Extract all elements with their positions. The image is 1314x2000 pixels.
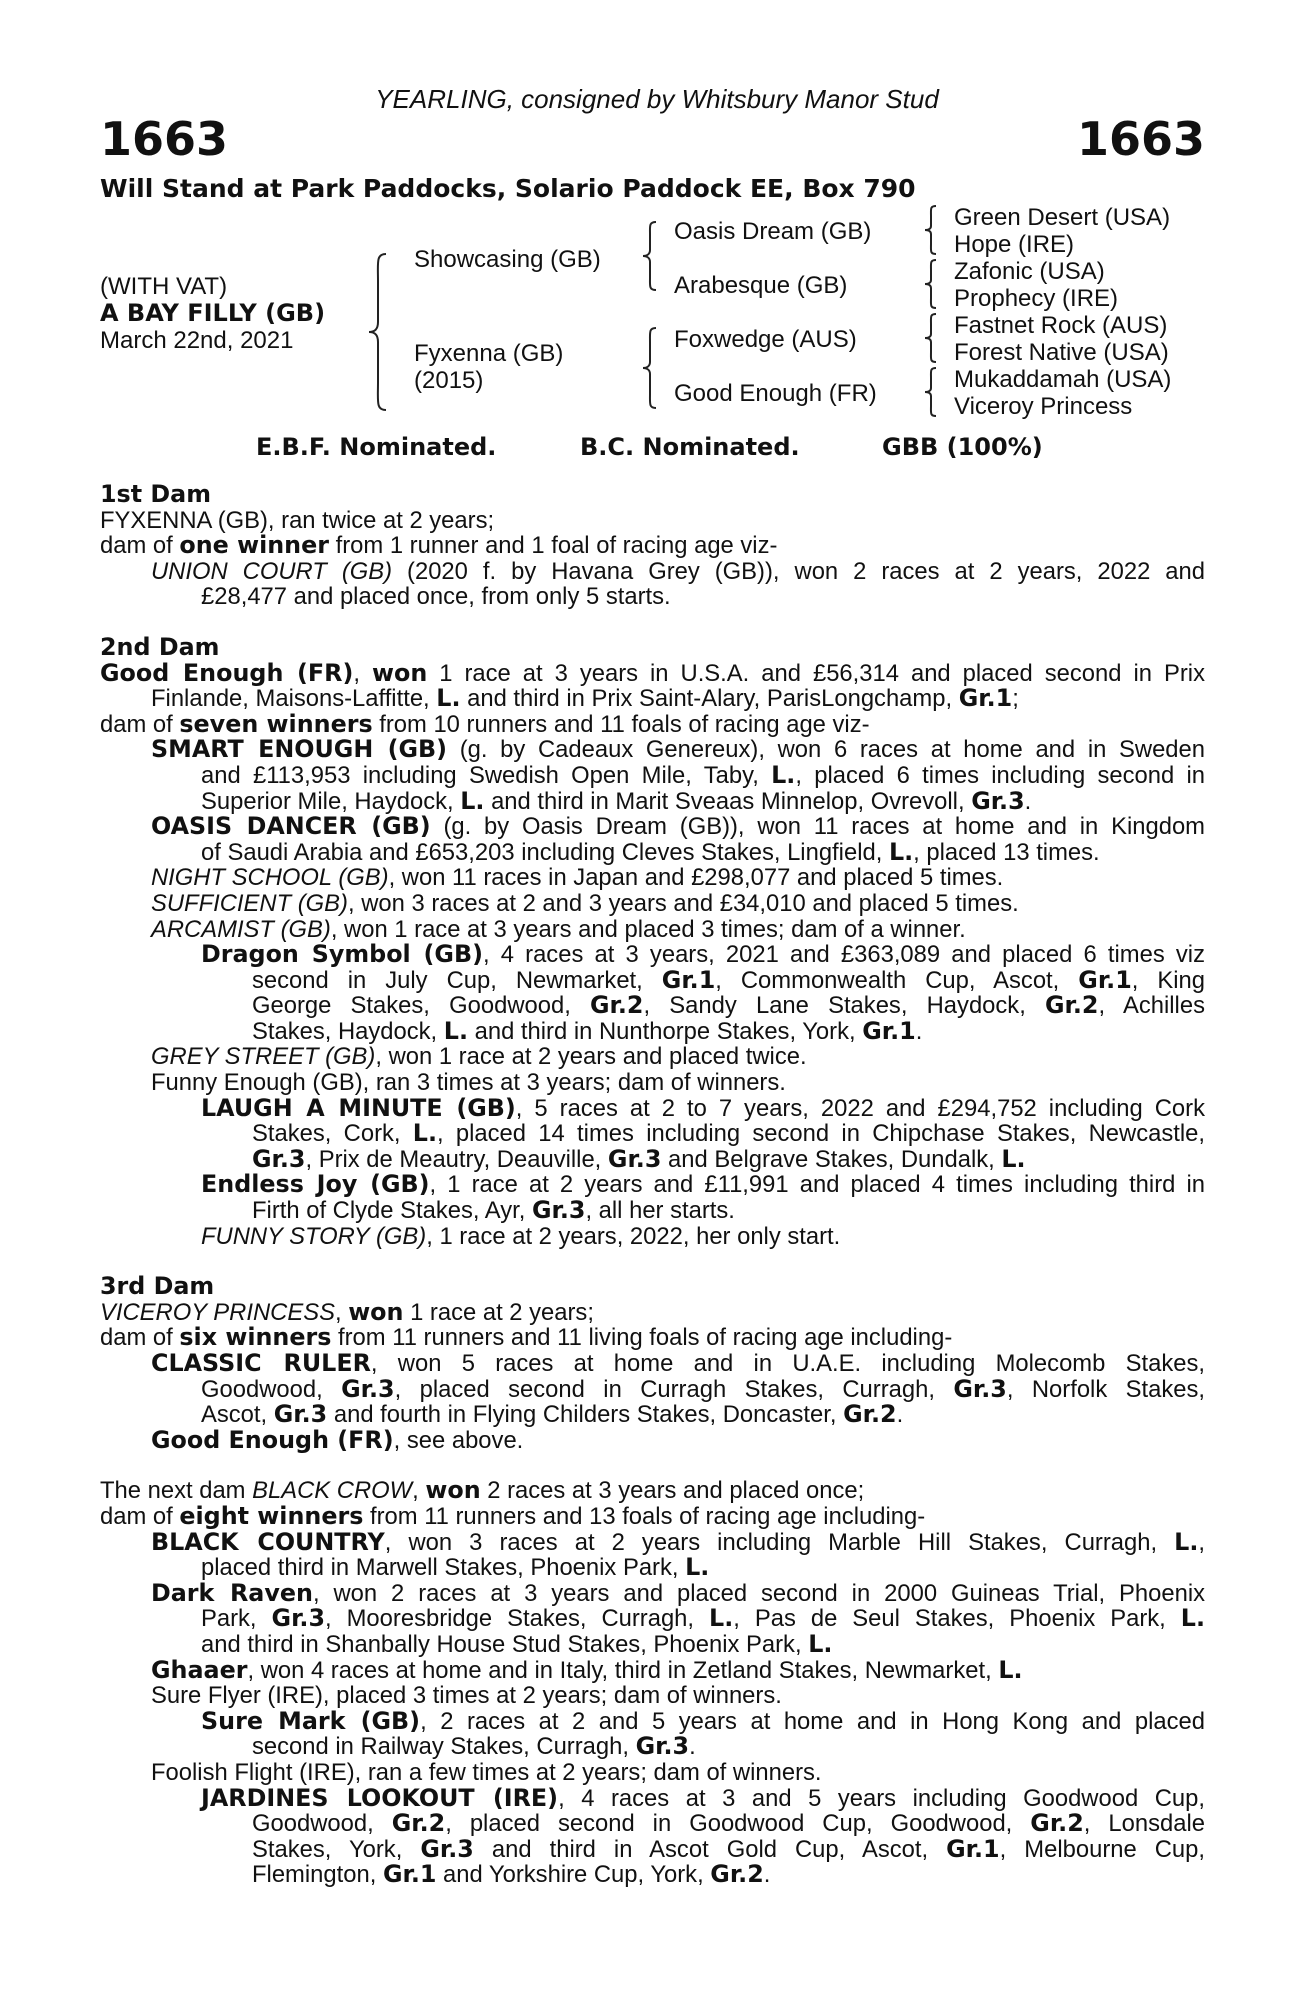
- text: , see above.: [393, 1427, 524, 1454]
- second-dam-line: [100, 763, 1205, 789]
- next-dam-line: [100, 1504, 1205, 1530]
- text-italic: BLACK CROW: [252, 1478, 413, 1504]
- text: second in Railway Stakes, Curragh,: [252, 1734, 636, 1760]
- text: , Lonsdale: [1083, 1811, 1205, 1837]
- text: The next dam: [100, 1478, 253, 1504]
- text-bold: seven winners: [179, 711, 373, 738]
- text-bold: Gr.1: [862, 1018, 916, 1045]
- text-bold: six winners: [179, 1325, 332, 1351]
- third-dam-line: [100, 1300, 1205, 1326]
- text-bold: Good Enough (FR): [100, 660, 354, 687]
- first-dam-line: £28,477 and placed once, from only 5 starts.: [201, 584, 671, 610]
- text-bold: Gr.2: [1045, 993, 1099, 1019]
- pedigree-sire: Showcasing (GB): [414, 246, 601, 273]
- next-dam-line: [100, 1811, 1205, 1837]
- text: , 2 races at 2 and 5 years at home and in Hong Kong and placed: [420, 1708, 1205, 1735]
- text: , won 1 race at 2 years and placed twice.: [375, 1044, 807, 1071]
- text-bold: won: [372, 660, 428, 687]
- first-dam-line: FYXENNA (GB), ran twice at 2 years;: [100, 507, 495, 534]
- third-dam-line: [100, 1351, 1205, 1377]
- next-dam-line: [100, 1530, 1205, 1556]
- second-dam-line: [100, 1044, 1205, 1070]
- text: , Melbourne Cup,: [999, 1836, 1205, 1863]
- third-dam-line: [100, 1428, 1205, 1454]
- text: (2020 f. by Havana Grey (GB)), won 2 races at 2 years, 2022 and: [392, 558, 1205, 585]
- text: , won 3 races at 2 and 3 years and £34,010 and placed 5 times.: [347, 890, 1019, 917]
- text-bold: L.: [771, 762, 796, 789]
- text: and £113,953 including Swedish Open Mile, Taby,: [201, 762, 772, 789]
- text-bold: L.: [412, 1121, 437, 1147]
- pedigree-brace-sire: [640, 220, 660, 292]
- text-italic: FUNNY STORY (GB): [201, 1223, 427, 1250]
- text: , King: [1131, 967, 1205, 994]
- text: Stakes, Cork,: [252, 1121, 413, 1147]
- text: , Commonwealth Cup, Ascot,: [715, 967, 1079, 994]
- second-dam-line: [100, 891, 1205, 917]
- text: .: [763, 1862, 771, 1888]
- third-dam-line: [100, 1377, 1205, 1403]
- third-dam-heading: 3rd Dam: [100, 1274, 215, 1300]
- next-dam-line: [100, 1709, 1205, 1735]
- text-bold: Dark Raven: [151, 1580, 313, 1607]
- next-dam-line: [100, 1683, 1205, 1709]
- second-dam-line: [100, 917, 1205, 943]
- pedigree-brace-main: [366, 252, 390, 412]
- second-dam-line: [100, 840, 1205, 866]
- pedigree-sire-sire: Oasis Dream (GB): [674, 218, 872, 245]
- text: dam of: [100, 1325, 180, 1351]
- text: .: [689, 1734, 696, 1760]
- second-dam-line: [100, 1147, 1205, 1173]
- text: , Pas de Seul Stakes, Phoenix Park,: [733, 1606, 1181, 1632]
- first-dam-heading: 1st Dam: [100, 482, 211, 508]
- next-dam-line: [100, 1786, 1205, 1812]
- text: from 10 runners and 11 foals of racing age viz-: [372, 711, 870, 738]
- second-dam-line: [100, 993, 1205, 1019]
- second-dam-line: [100, 1019, 1205, 1045]
- text: , Norfolk Stakes,: [1006, 1376, 1205, 1403]
- text-bold: L.: [436, 686, 461, 712]
- text: , won 2 races at 3 years and placed second in 2000 Guineas Trial, Phoenix: [312, 1580, 1205, 1607]
- second-dam-line: [100, 1121, 1205, 1147]
- text: Park,: [201, 1606, 272, 1632]
- text-bold: L.: [808, 1631, 833, 1658]
- text: 1 race at 2 years;: [403, 1299, 594, 1326]
- text: 1 race at 3 years in U.S.A. and £56,314 and placed second in Prix: [427, 660, 1205, 687]
- second-dam-line: [100, 789, 1205, 815]
- lot-number-left: 1663: [100, 112, 229, 166]
- text: dam of: [100, 533, 180, 559]
- text: , all her starts.: [585, 1198, 735, 1224]
- text-italic: SUFFICIENT (GB): [151, 890, 348, 917]
- second-dam-line: [100, 1198, 1205, 1224]
- text-bold: L.: [709, 1606, 734, 1632]
- text: , won 4 races at home and in Italy, third in Zetland Stakes, Newmarket,: [247, 1657, 999, 1684]
- pedigree-sire-dam: Arabesque (GB): [674, 272, 848, 299]
- text-bold: Gr.2: [843, 1402, 897, 1428]
- text-bold: L.: [1001, 1146, 1026, 1173]
- second-dam-line: [100, 814, 1205, 840]
- next-dam-line: [100, 1760, 1205, 1786]
- text: of Saudi Arabia and £653,203 including Cleves Stakes, Lingfield,: [201, 839, 889, 866]
- text-bold: SMART ENOUGH (GB): [151, 737, 448, 763]
- text: , 1 race at 2 years and £11,991 and placed 4 times including third in: [429, 1172, 1205, 1199]
- text-bold: Gr.2: [590, 993, 644, 1019]
- text-bold: L.: [998, 1657, 1023, 1684]
- text-bold: Gr.1: [1078, 967, 1132, 994]
- text: ,: [334, 1299, 349, 1326]
- text-bold: Ghaaer: [151, 1657, 248, 1684]
- pedigree-brace-g3: [922, 312, 940, 364]
- text-bold: L.: [460, 788, 485, 815]
- text: Firth of Clyde Stakes, Ayr,: [252, 1198, 532, 1224]
- text-bold: Endless Joy (GB): [201, 1172, 430, 1199]
- second-dam-line: [100, 942, 1205, 968]
- consignment-line: YEARLING, consigned by Whitsbury Manor Stud: [375, 84, 939, 114]
- text-bold: Sure Mark (GB): [201, 1708, 421, 1735]
- text-bold: BLACK COUNTRY: [151, 1529, 385, 1556]
- text: , Prix de Meautry, Deauville,: [305, 1146, 608, 1173]
- text: , won 11 races in Japan and £298,077 and placed 5 times.: [388, 865, 1004, 891]
- text-bold: Dragon Symbol (GB): [201, 942, 483, 968]
- catalogue-body: [100, 482, 1205, 1888]
- text: , placed second in Curragh Stakes, Curragh,: [394, 1376, 954, 1403]
- pedigree-g4-5: Fastnet Rock (AUS): [954, 312, 1168, 339]
- text: , won 1 race at 3 years and placed 3 times; dam of a winner.: [330, 916, 966, 943]
- second-dam-line: [100, 1096, 1205, 1122]
- text: , Achilles: [1098, 993, 1205, 1019]
- pedigree-g4-2: Hope (IRE): [954, 231, 1075, 258]
- text: Funny Enough (GB), ran 3 times at 3 years; dam of winners.: [151, 1070, 786, 1096]
- second-dam-line: [100, 1070, 1205, 1096]
- pedigree-g4-8: Viceroy Princess: [954, 393, 1133, 420]
- text-bold: won: [425, 1478, 481, 1504]
- vat-note: (WITH VAT): [100, 273, 228, 300]
- pedigree-g4-6: Forest Native (USA): [954, 339, 1169, 366]
- text: Finlande, Maisons-Laffitte,: [151, 686, 437, 712]
- second-dam-line: [100, 737, 1205, 763]
- text-italic: NIGHT SCHOOL (GB): [151, 865, 389, 891]
- text: .: [896, 1402, 904, 1428]
- text-bold: Gr.2: [391, 1811, 446, 1837]
- text-bold: L.: [443, 1018, 468, 1045]
- text-bold: Gr.3: [271, 1606, 326, 1632]
- text: ,: [412, 1478, 426, 1504]
- third-dam-line: [100, 1325, 1205, 1351]
- text: Goodwood,: [252, 1811, 392, 1837]
- text: 2 races at 3 years and placed once;: [480, 1478, 865, 1504]
- text: , placed 14 times including second in Chipchase Stakes, Newcastle,: [437, 1121, 1205, 1147]
- text-bold: eight winners: [179, 1503, 364, 1530]
- text: dam of: [100, 1503, 180, 1530]
- text: and Yorkshire Cup, York,: [436, 1862, 711, 1888]
- text: Superior Mile, Haydock,: [201, 788, 461, 815]
- text-bold: Gr.1: [946, 1836, 1000, 1863]
- ebf-nominated: E.B.F. Nominated.: [256, 433, 497, 461]
- text-bold: Gr.3: [971, 788, 1025, 815]
- next-dam-line: [100, 1658, 1205, 1684]
- pedigree-dam-sire: Foxwedge (AUS): [674, 326, 857, 353]
- text: and third in Prix Saint-Alary, ParisLongchamp,: [460, 686, 959, 712]
- text-italic: UNION COURT (GB): [151, 558, 393, 585]
- text: , won 3 races at 2 years including Marble Hill Stakes, Curragh,: [384, 1529, 1175, 1556]
- text: ;: [1012, 686, 1019, 712]
- text-bold: Gr.3: [341, 1376, 395, 1403]
- pedigree-brace-g2: [922, 258, 940, 310]
- text: , Mooresbridge Stakes, Curragh,: [325, 1606, 710, 1632]
- pedigree-brace-dam: [640, 326, 660, 410]
- text: Ascot,: [201, 1402, 274, 1428]
- text-bold: JARDINES LOOKOUT (IRE): [201, 1785, 559, 1812]
- text-bold: L.: [685, 1555, 710, 1581]
- second-dam-line: [100, 968, 1205, 994]
- next-dam-line: [100, 1837, 1205, 1863]
- text: , placed 13 times.: [913, 839, 1100, 866]
- text: , placed 6 times including second in: [795, 762, 1205, 789]
- text-bold: one winner: [179, 533, 329, 559]
- text-bold: L.: [1174, 1529, 1199, 1556]
- pedigree-brace-g1: [922, 204, 940, 256]
- text-bold: LAUGH A MINUTE (GB): [201, 1095, 516, 1122]
- text: Foolish Flight (IRE), ran a few times at 2 years; dam of winners.: [151, 1759, 822, 1786]
- text: .: [1024, 788, 1032, 815]
- text-bold: Gr.3: [953, 1376, 1007, 1403]
- text: , placed second in Goodwood Cup, Goodwood,: [445, 1811, 1031, 1837]
- text: Goodwood,: [201, 1376, 342, 1403]
- pedigree-g4-4: Prophecy (IRE): [954, 285, 1119, 312]
- text: and fourth in Flying Childers Stakes, Doncaster,: [327, 1402, 844, 1428]
- next-dam-line: [100, 1581, 1205, 1607]
- pedigree-dam-year: (2015): [414, 367, 484, 394]
- second-dam-line: [100, 1224, 1205, 1250]
- text-bold: Gr.3: [531, 1198, 586, 1224]
- first-dam-line: [100, 533, 1205, 559]
- text: .: [915, 1018, 923, 1045]
- text: Flemington,: [252, 1862, 383, 1888]
- stabling-location: Will Stand at Park Paddocks, Solario Paddock EE, Box 790: [100, 174, 916, 203]
- text: and Belgrave Stakes, Dundalk,: [661, 1146, 1002, 1173]
- text: ,: [1198, 1529, 1205, 1556]
- next-dam-line: [100, 1734, 1205, 1760]
- text-bold: Gr.3: [252, 1146, 306, 1173]
- text-bold: won: [348, 1299, 404, 1326]
- pedigree-brace-g4: [922, 366, 940, 418]
- text: Stakes, Haydock,: [252, 1018, 444, 1045]
- text-bold: Gr.1: [382, 1862, 437, 1888]
- text: , 4 races at 3 and 5 years including Goodwood Cup,: [558, 1785, 1205, 1812]
- text-italic: ARCAMIST (GB): [151, 916, 331, 943]
- second-dam-line: [100, 865, 1205, 891]
- text: , 1 race at 2 years, 2022, her only start.: [426, 1223, 841, 1250]
- third-dam-line: [100, 1402, 1205, 1428]
- foaling-date: March 22nd, 2021: [100, 327, 294, 354]
- text-italic: VICEROY PRINCESS: [100, 1299, 335, 1326]
- text: , 5 races at 2 to 7 years, 2022 and £294,752 including Cork: [515, 1095, 1205, 1122]
- pedigree-g4-3: Zafonic (USA): [954, 258, 1105, 285]
- text-bold: Gr.2: [1030, 1811, 1084, 1837]
- text-bold: Gr.3: [635, 1734, 690, 1760]
- text: second in July Cup, Newmarket,: [252, 967, 662, 994]
- text-bold: Good Enough (FR): [151, 1427, 394, 1454]
- text: and third in Ascot Gold Cup, Ascot,: [473, 1836, 947, 1863]
- text: and third in Shanbally House Stud Stakes, Phoenix Park,: [201, 1631, 809, 1658]
- next-dam-line: [100, 1606, 1205, 1632]
- text: from 1 runner and 1 foal of racing age viz-: [329, 533, 778, 559]
- text-bold: L.: [888, 839, 914, 866]
- horse-name: A BAY FILLY (GB): [100, 299, 326, 327]
- text: and third in Nunthorpe Stakes, York,: [468, 1018, 863, 1045]
- second-dam-line: [100, 661, 1205, 687]
- text-bold: Gr.1: [958, 686, 1013, 712]
- text: dam of: [100, 711, 180, 738]
- lot-number-right: 1663: [1076, 112, 1205, 166]
- pedigree-g4-1: Green Desert (USA): [954, 204, 1171, 231]
- pedigree-dam: Fyxenna (GB): [414, 340, 564, 367]
- text-bold: OASIS DANCER (GB): [151, 814, 431, 840]
- text: , Sandy Lane Stakes, Haydock,: [643, 993, 1046, 1019]
- text: placed third in Marwell Stakes, Phoenix Park,: [201, 1555, 686, 1581]
- gbb-percentage: GBB (100%): [882, 433, 1043, 461]
- text: (g. by Oasis Dream (GB)), won 11 races at home and in Kingdom: [430, 814, 1205, 840]
- text-bold: Gr.3: [607, 1146, 662, 1173]
- text: Sure Flyer (IRE), placed 3 times at 2 years; dam of winners.: [151, 1683, 782, 1709]
- next-dam-line: [100, 1555, 1205, 1581]
- text-bold: CLASSIC RULER: [151, 1351, 371, 1377]
- text: and third in Marit Sveaas Minnelop, Ovrevoll,: [484, 788, 972, 815]
- text-bold: Gr.3: [273, 1402, 328, 1428]
- pedigree-g4-7: Mukaddamah (USA): [954, 366, 1172, 393]
- second-dam-line: [100, 686, 1205, 712]
- text: Stakes, York,: [252, 1836, 421, 1863]
- text: from 11 runners and 11 living foals of racing age including-: [331, 1325, 953, 1351]
- text-bold: Gr.2: [710, 1862, 764, 1888]
- text-italic: GREY STREET (GB): [151, 1044, 376, 1071]
- next-dam-line: [100, 1862, 1205, 1888]
- text-bold: Gr.1: [661, 967, 716, 994]
- text: (g. by Cadeaux Genereux), won 6 races at home and in Sweden: [447, 737, 1205, 763]
- text-bold: Gr.3: [420, 1836, 474, 1863]
- bc-nominated: B.C. Nominated.: [580, 433, 800, 461]
- second-dam-line: [100, 1172, 1205, 1198]
- pedigree-dam-dam: Good Enough (FR): [674, 380, 877, 407]
- second-dam-line: [100, 712, 1205, 738]
- text-bold: L.: [1180, 1606, 1205, 1632]
- text: , won 5 races at home and in U.A.E. including Molecomb Stakes,: [370, 1351, 1205, 1377]
- text: ,: [353, 660, 372, 687]
- second-dam-heading: 2nd Dam: [100, 634, 220, 661]
- text: from 11 runners and 13 foals of racing age including-: [363, 1503, 926, 1530]
- text: George Stakes, Goodwood,: [252, 993, 591, 1019]
- first-dam-line: [100, 559, 1205, 585]
- next-dam-line: [100, 1478, 1205, 1504]
- next-dam-line: [100, 1632, 1205, 1658]
- text: , 4 races at 3 years, 2021 and £363,089 and placed 6 times viz: [482, 942, 1205, 968]
